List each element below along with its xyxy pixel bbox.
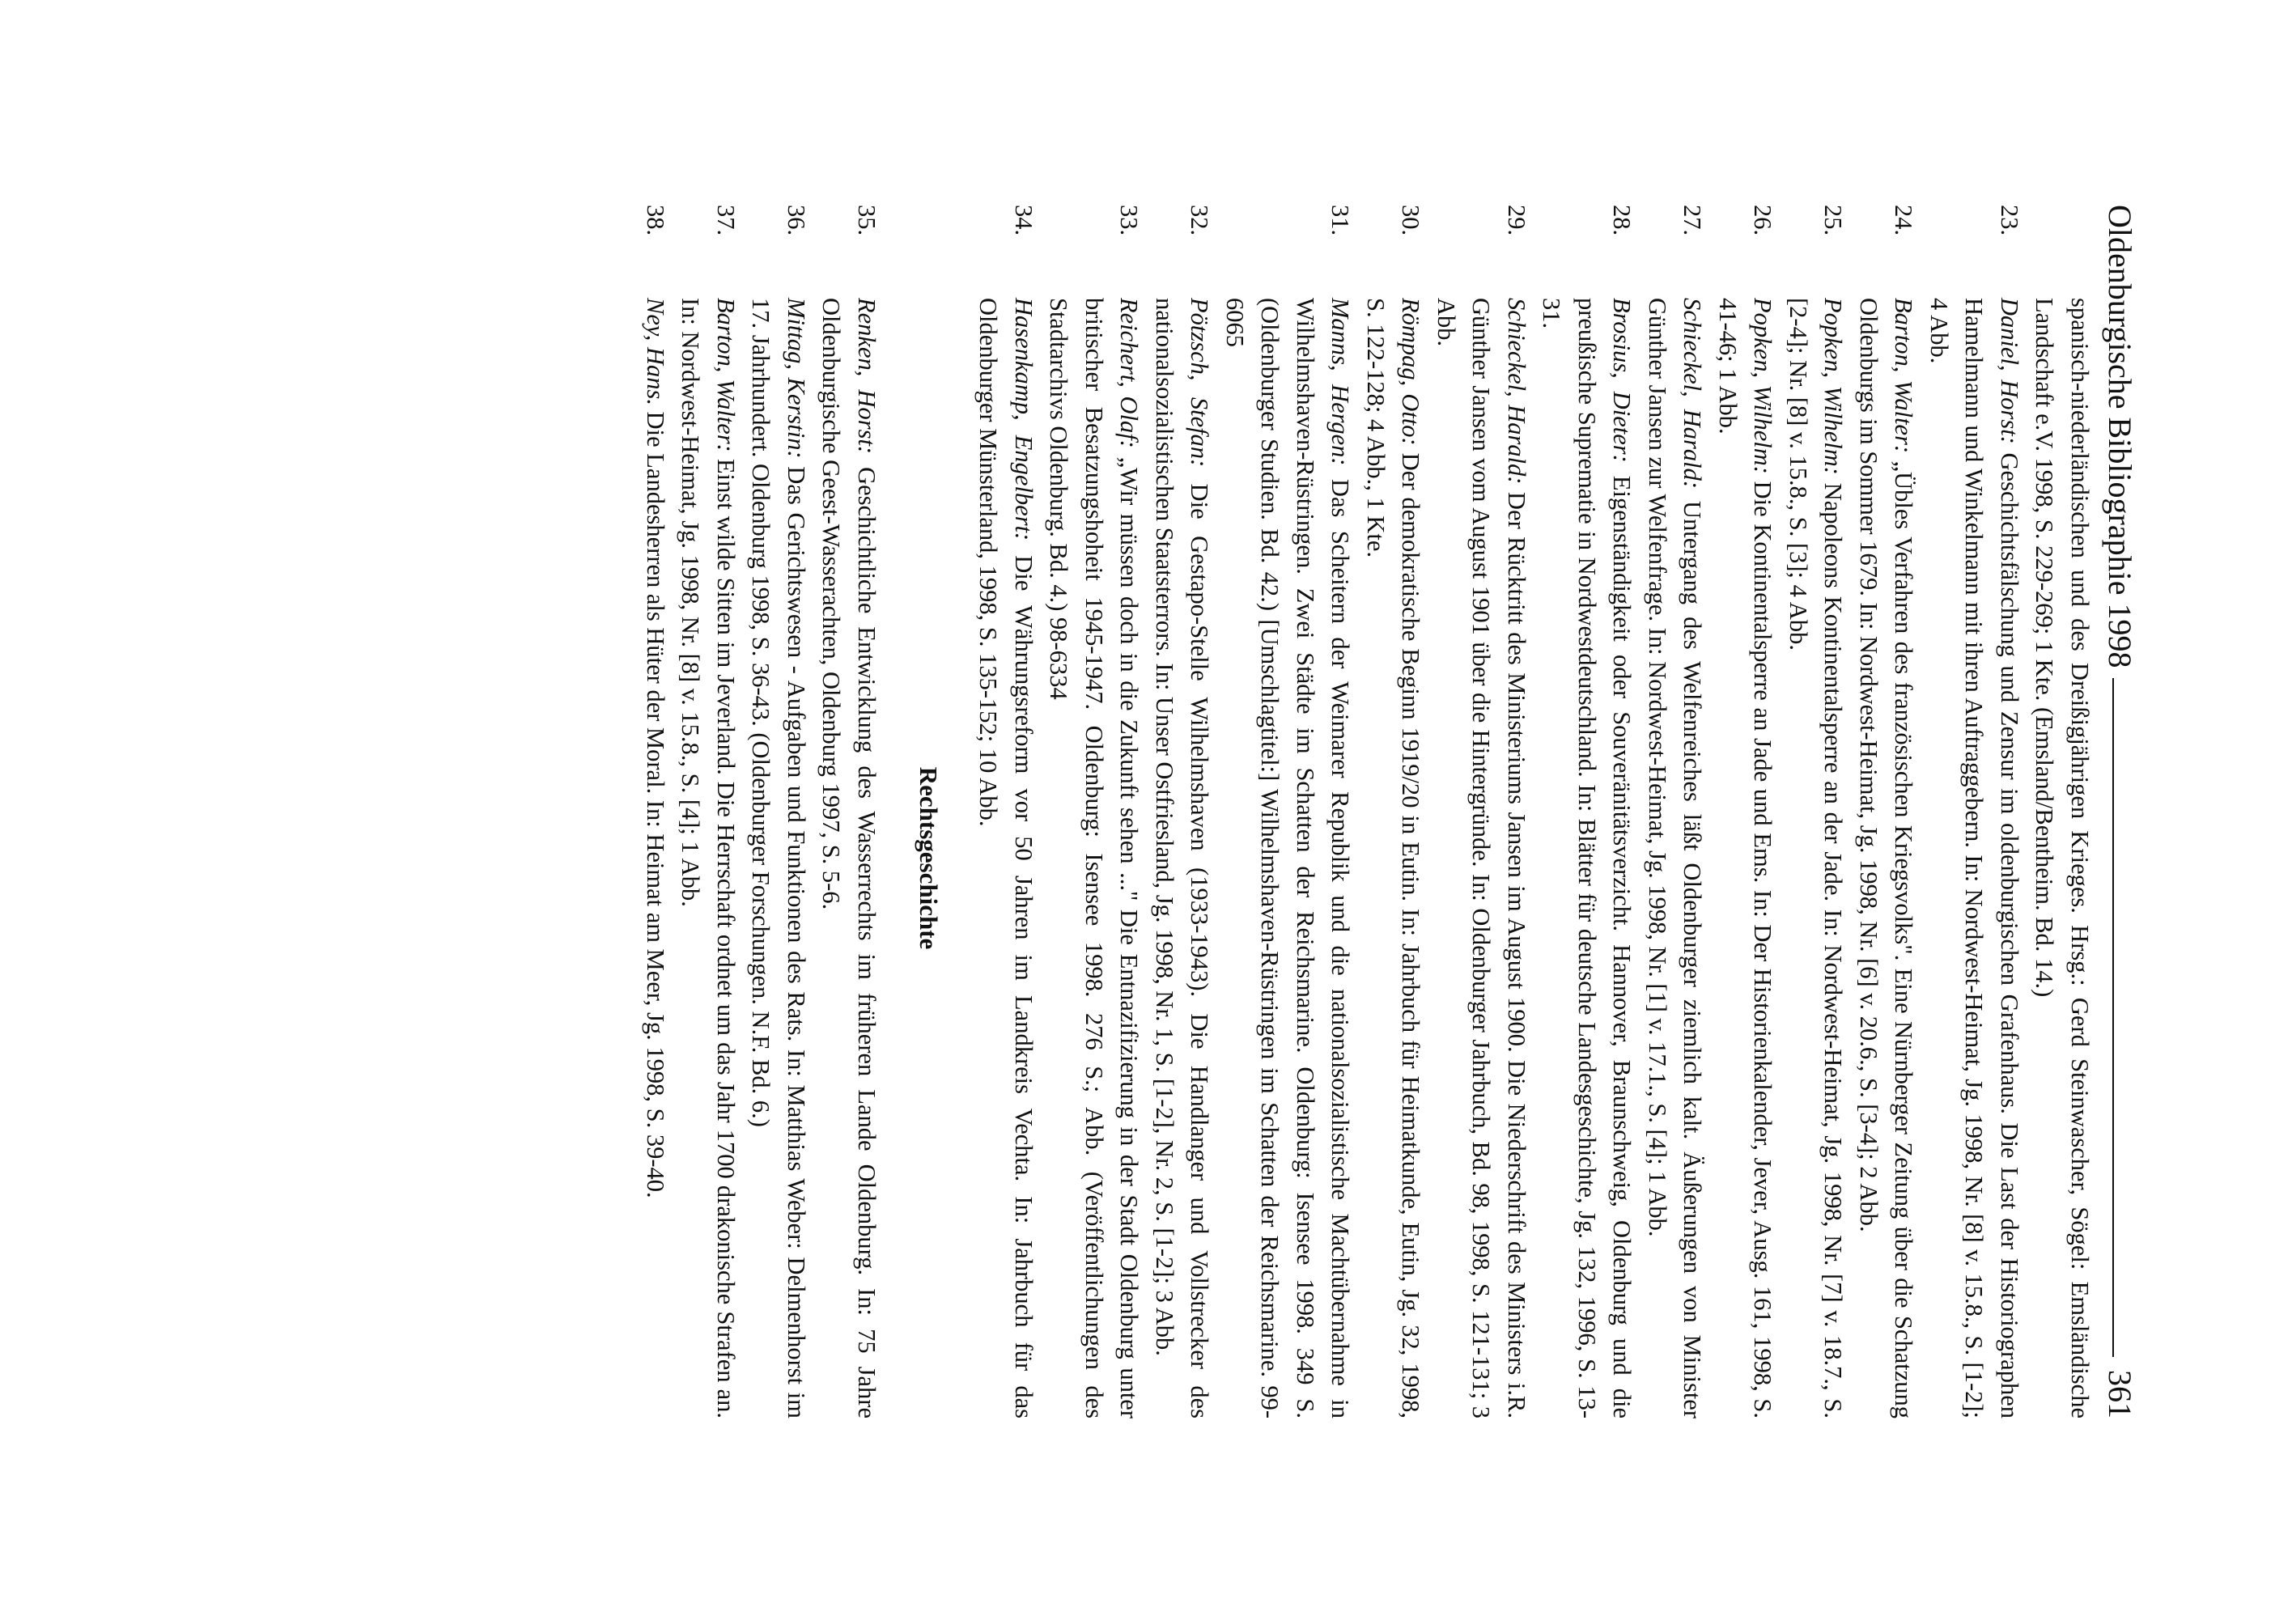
- entry-number: 28.: [1608, 205, 1636, 236]
- entry-number: 30.: [1397, 205, 1425, 236]
- entry-author: Mittag, Kerstin:: [783, 298, 810, 459]
- entry-number: 38.: [642, 205, 669, 236]
- entry-number: 25.: [1819, 205, 1848, 236]
- entry-number: 36.: [783, 205, 810, 236]
- entry-author: Schieckel, Harald:: [1503, 298, 1530, 485]
- entry-text: Der Rücktritt des Ministeriums Jansen im August 1900. Die Niederschrift des Ministers i.R. Günther Jansen vom August 1901 über die Hintergründe. In: Oldenburger Jahrbuch, Bd. 98, 1998, S. 121-131; 3 Abb.: [1432, 298, 1530, 1418]
- entry-text: Das Scheitern der Weimarer Republik und die nationalsozialistische Machtübernahme in Wilhelmshaven-Rüstringen. Zwei Städte im Schatten der Reichsmarine. Oldenburg: Isensee 1998. 349 S. (Oldenburger Studien. Bd. 42.) [Umschlagtitel:] Wilhelmshaven-Rüstringen im Schatten der Reichsmarine. 99-6065: [1221, 298, 1355, 1418]
- bibliography-entry: [673, 205, 743, 1418]
- bibliography-entry: [1428, 205, 1534, 1418]
- entry-author: Barton, Walter:: [1890, 298, 1918, 454]
- entry-text: Die Gestapo-Stelle Wilhelmshaven (1933-1943). Die Handlanger und Vollstrecker des nationalsozialistischen Staatsterrors. In: Unser Ostfriesland, Jg. 1998, Nr. 1, S. [1-2], Nr. 2, S. [1-2]; 3 Abb.: [1151, 298, 1214, 1419]
- entry-number: 32.: [1186, 205, 1214, 236]
- entry-author: Barton, Walter:: [712, 298, 740, 452]
- entry-number: 24.: [1890, 205, 1918, 236]
- entry-author: Pötzsch, Stefan:: [1186, 298, 1214, 468]
- entry-author: Reichert, Olaf:: [1115, 298, 1144, 448]
- section-heading: Rechtsgeschichte: [915, 766, 943, 950]
- entry-number: 35.: [853, 205, 881, 236]
- entry-author: Römpag, Otto:: [1397, 298, 1425, 446]
- bibliography-entry: [1534, 205, 1640, 1418]
- entry-author: Brosius, Dieter:: [1608, 298, 1636, 463]
- entry-text: Der demokratische Beginn 1919/20 in Eutin. In: Jahrbuch für Heimatkunde, Eutin, Jg. 32, 1998, S. 122-128; 4 Abb., 1 Kte.: [1362, 298, 1425, 1418]
- bibliography-entry: [970, 205, 1041, 1418]
- entry-number: 27.: [1679, 205, 1707, 236]
- entry-number: 26.: [1749, 205, 1777, 236]
- entry-author: Schieckel, Harald:: [1679, 298, 1707, 489]
- bibliography-page: [541, 205, 2160, 1418]
- page-number: 361: [2102, 1370, 2138, 1418]
- entry-author: Popken, Wilhelm:: [1819, 298, 1848, 475]
- bibliography-entry: [1710, 205, 1781, 1418]
- continuation-text: spanisch-niederländischen und des Dreißigjährigen Krieges. Hrsg.: Gerd Steinwascher, Sögel: Emsländische Landschaft e.V. 1998, S. 229-269; 1 Kte. (Emsland/Bentheim. Bd. 14.): [2031, 298, 2094, 1418]
- entry-text: Eigenständigkeit oder Souveränitätsverzicht. Hannover, Braunschweig, Oldenburg und die preußische Suprematie in Nordwestdeutschland. In: Blätter für deutsche Landesgeschichte, Jg. 132, 1996, S. 13-31.: [1538, 298, 1636, 1419]
- entry-number: 37.: [712, 205, 740, 236]
- entry-author: Daniel, Horst:: [1996, 298, 2023, 444]
- entry-author: Ney, Hans.: [642, 298, 669, 406]
- entry-number: 31.: [1326, 205, 1355, 236]
- entry-text: Napoleons Kontinentalsperre an der Jade. In: Nordwest-Heimat, Jg. 1998, Nr. [7] v. 18.7., S. [2-4]; Nr. [8] v. 15.8., S. [3]; 4 Abb.: [1785, 298, 1848, 1418]
- bibliography-entry: [1781, 205, 1851, 1418]
- entry-number: 29.: [1503, 205, 1530, 236]
- continuation-entry: [2027, 205, 2097, 1418]
- header-rule: [2112, 678, 2114, 1358]
- bibliography-entry: [743, 205, 813, 1418]
- entry-text: Untergang des Welfenreiches läßt Oldenburger ziemlich kalt. Äußerungen von Minister Günther Jansen zur Welfenfrage. In: Nordwest-Heimat, Jg. 1998, Nr. [1] v. 17.1., S. [4]; 1 Abb.: [1644, 298, 1707, 1418]
- entry-author: Popken, Wilhelm:: [1749, 298, 1777, 474]
- entry-number: 23.: [1996, 205, 2023, 236]
- bibliography-entry: [1217, 205, 1358, 1418]
- entry-number: 33.: [1115, 205, 1144, 236]
- entry-text: Einst wilde Sitten im Jeverland. Die Herrschaft ordnet um das Jahr 1700 drakonische Strafen an. In: Nordwest-Heimat, Jg. 1998, Nr. [8] v. 15.8., S. [4]; 1 Abb.: [677, 298, 740, 1419]
- entry-text: Die Währungsreform vor 50 Jahren im Landkreis Vechta. In: Jahrbuch für das Oldenburger Münsterland, 1998, S. 135-152; 10 Abb.: [974, 298, 1038, 1418]
- bibliography-entry: [1041, 205, 1147, 1418]
- entry-text: Geschichtsfälschung und Zensur im oldenburgischen Grafenhaus. Die Last der Historiographen Hamelmann und Winkelmann mit ihren Auftraggebern. In: Nordwest-Heimat, Jg. 1998, Nr. [8] v. 15.8., S. [1-2]; 4 Abb.: [1925, 298, 2023, 1418]
- entry-number: 34.: [1010, 205, 1038, 236]
- entry-text: Die Kontinentalsperre an Jade und Ems. In: Der Historienkalender, Jever, Ausg. 161, 1998, S. 41-46; 1 Abb.: [1714, 298, 1777, 1419]
- entry-author: Renken, Horst:: [853, 298, 881, 455]
- entry-author: Hasenkamp, Engelbert:: [1010, 298, 1038, 541]
- entry-list-a: [970, 205, 2027, 1418]
- running-header: [2103, 205, 2160, 1418]
- entry-text: Das Gerichtswesen - Aufgaben und Funktionen des Rats. In: Matthias Weber: Delmenhorst im 17. Jahrhundert. Oldenburg 1998, S. 36-43. (Oldenburger Forschungen. N.F. Bd. 6.): [747, 298, 810, 1418]
- bibliography-entry: [1640, 205, 1710, 1418]
- bibliography-entry: [1147, 205, 1217, 1418]
- entry-text: Geschichtliche Entwicklung des Wasserrechts im früheren Lande Oldenburg. In: 75 Jahre Oldenburgische Geest-Wasserachten, Oldenburg 1997, S. 5-6.: [817, 298, 881, 1419]
- entry-text: Die Landesherren als Hüter der Moral. In: Heimat am Meer, Jg. 1998, S. 39-40.: [642, 411, 669, 1198]
- entry-text: „Übles Verfahren des französischen Kriegsvolks". Eine Nürnberger Zeitung über die Schatzung Oldenburgs im Sommer 1679. In: Nordwest-Heimat, Jg. 1998, Nr. [6] v. 20.6., S. [3-4]; 2 Abb.: [1855, 298, 1918, 1419]
- bibliography-entry: [1921, 205, 2027, 1418]
- bibliography-entry: [1851, 205, 1921, 1418]
- entry-text: „Wir müssen doch in die Zukunft sehen ..." Die Entnazifizierung in der Stadt Oldenburg unter britischer Besatzungshoheit 1945-1947. Oldenburg: Isensee 1998. 276 S.; Abb. (Veröffentlichungen des Stadtarchivs Oldenburg. Bd. 4.) 98-6334: [1045, 298, 1144, 1418]
- entry-list-b: [638, 205, 885, 1418]
- page-body: [638, 205, 2098, 1418]
- bibliography-entry: [1358, 205, 1428, 1418]
- bibliography-entry: [638, 205, 673, 1418]
- bibliography-entry: [813, 205, 884, 1418]
- entry-author: Manns, Hergen:: [1326, 298, 1355, 466]
- running-title: Oldenburgische Bibliographie 1998: [2102, 205, 2138, 668]
